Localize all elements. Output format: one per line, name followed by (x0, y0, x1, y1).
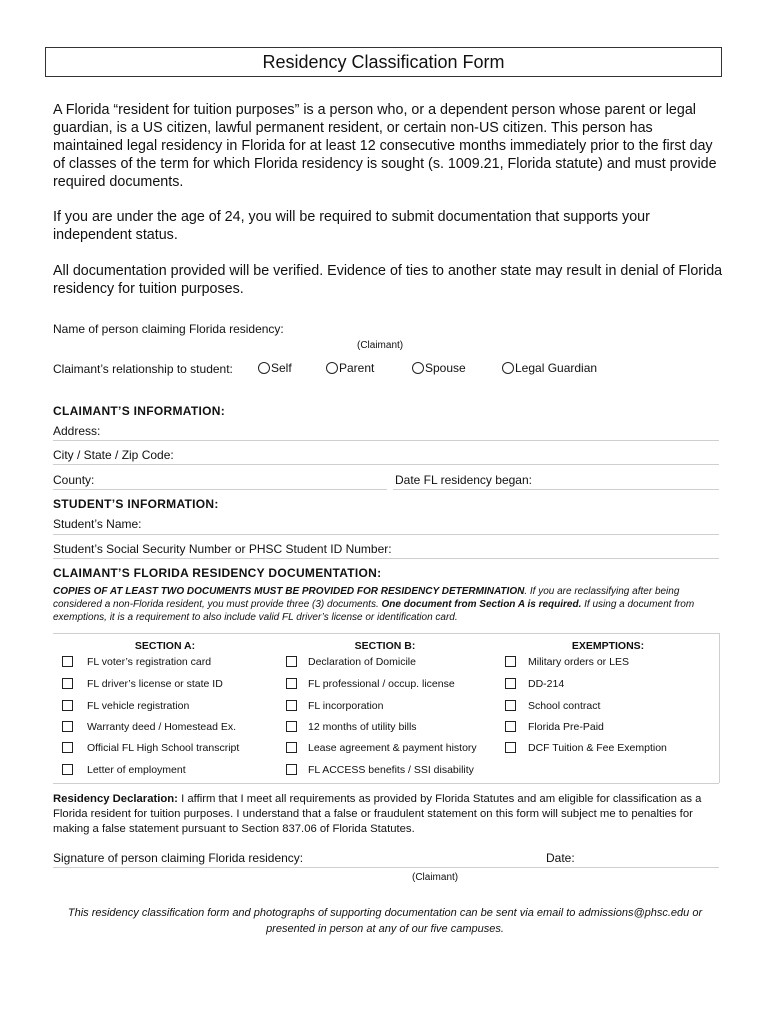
section-a-item: Letter of employment (87, 764, 186, 776)
signature-field[interactable] (53, 867, 719, 868)
exemptions-item: DCF Tuition & Fee Exemption (528, 742, 667, 754)
checkbox-fl-professional-license[interactable] (286, 678, 297, 689)
documentation-right-rule (719, 633, 720, 783)
section-b-item: Lease agreement & payment history (308, 742, 477, 754)
signature-label: Signature of person claiming Florida residency: (53, 851, 304, 865)
exemptions-item: Florida Pre-Paid (528, 721, 604, 733)
relationship-label: Claimant’s relationship to student: (53, 362, 233, 376)
residency-declaration (53, 792, 723, 837)
section-a-item: Official FL High School transcript (87, 742, 240, 754)
documentation-heading: CLAIMANT’S FLORIDA RESIDENCY DOCUMENTATION: (53, 566, 382, 580)
checkbox-hs-transcript[interactable] (62, 742, 73, 753)
section-b-item: FL incorporation (308, 700, 384, 712)
claimant-name-label: Name of person claiming Florida residency: (53, 322, 284, 336)
checkbox-fl-voter-registration[interactable] (62, 656, 73, 667)
section-a-item: Warranty deed / Homestead Ex. (87, 721, 237, 733)
student-name-label: Student’s Name: (53, 517, 142, 531)
exemptions-item: DD-214 (528, 678, 565, 690)
intro-paragraph-3: All documentation provided will be verified. Evidence of ties to another state may result in denial of Florida residency for tuition purposes. (53, 263, 723, 297)
checkbox-fl-vehicle-registration[interactable] (62, 700, 73, 711)
date-residency-began-label: Date FL residency began: (395, 473, 532, 487)
claimant-name-sublabel: (Claimant) (357, 340, 404, 351)
radio-button-icon[interactable] (502, 362, 514, 374)
checkbox-letter-of-employment[interactable] (62, 764, 73, 775)
section-b-item: FL professional / occup. license (308, 678, 455, 690)
exemptions-item: Military orders or LES (528, 656, 629, 668)
relationship-option-parent[interactable] (326, 361, 374, 375)
student-ssn-field[interactable] (53, 558, 719, 559)
checkbox-dcf-tuition-exemption[interactable] (505, 742, 516, 753)
student-ssn-label: Student’s Social Security Number or PHSC Student ID Number: (53, 542, 392, 556)
documentation-note-bold-2: One document from Section A is required. (381, 599, 582, 610)
form-title: Residency Classification Form (45, 47, 722, 77)
documentation-bottom-rule (53, 783, 719, 784)
city-state-zip-label: City / State / Zip Code: (53, 448, 174, 462)
student-name-field[interactable] (53, 534, 719, 535)
intro-paragraph-1: A Florida “resident for tuition purposes” is a person who, or a dependent person whose parent or legal guardian, is a US citizen, lawful permanent resident, or certain non-US citizen. This person has maintained legal residency in Florida for at least 12 consecutive months immediately prior to the first day of classes of the term for which Florida residency is sought (s. 1009.21, Florida statute) and must provide required documents. (53, 102, 717, 190)
documentation-note-bold-1: COPIES OF AT LEAST TWO DOCUMENTS MUST BE PROVIDED FOR RESIDENCY DETERMINATION (53, 586, 525, 597)
checkbox-utility-bills[interactable] (286, 721, 297, 732)
relationship-option-label: Self (271, 361, 292, 375)
relationship-option-label: Legal Guardian (515, 361, 598, 375)
documentation-top-rule (53, 633, 719, 634)
checkbox-fl-access-benefits[interactable] (286, 764, 297, 775)
address-label: Address: (53, 424, 101, 438)
county-field[interactable] (53, 489, 387, 490)
county-label: County: (53, 473, 95, 487)
documentation-note-text-2: If using a document from exemptions, it is a requirement to also include valid FL driver’s license or identification card. (53, 599, 695, 623)
date-label: Date: (546, 851, 575, 865)
footer-note: This residency classification form and photographs of supporting documentation can be sent via email to admissions@phsc.edu or presented in person at any of our five campuses. (67, 907, 703, 935)
relationship-option-self[interactable] (258, 361, 292, 375)
exemptions-item: School contract (528, 700, 601, 712)
radio-button-icon[interactable] (412, 362, 424, 374)
relationship-option-spouse[interactable] (412, 361, 466, 375)
section-a-title: SECTION A: (134, 640, 196, 652)
checkbox-military-orders[interactable] (505, 656, 516, 667)
relationship-option-label: Spouse (425, 361, 466, 375)
section-b-item: Declaration of Domicile (308, 656, 416, 668)
section-b-item: 12 months of utility bills (308, 721, 417, 733)
city-state-zip-field[interactable] (53, 464, 719, 465)
relationship-option-legal-guardian[interactable] (502, 361, 597, 375)
radio-button-icon[interactable] (258, 362, 270, 374)
address-field[interactable] (53, 440, 719, 441)
declaration-heading: Residency Declaration: (53, 793, 178, 805)
declaration-text: I affirm that I meet all requirements as provided by Florida Statutes and am eligible for classification as a Florida resident for tuition purposes. I understand that a false or fraudulent statement on this form will subject me to penalties for making a false statement pursuant to Section 837.06 of Florida Statutes. (53, 793, 702, 835)
claimant-info-heading: CLAIMANT’S INFORMATION: (53, 404, 225, 418)
student-info-heading: STUDENT’S INFORMATION: (53, 497, 219, 511)
section-b-item: FL ACCESS benefits / SSI disability (308, 764, 474, 776)
checkbox-florida-prepaid[interactable] (505, 721, 516, 732)
section-a-item: FL vehicle registration (87, 700, 190, 712)
section-a-item: FL driver’s license or state ID (87, 678, 223, 690)
checkbox-fl-incorporation[interactable] (286, 700, 297, 711)
documentation-note-text-1: . If you are reclassifying after being considered a non-Florida resident, you must provide three (3) documents. (53, 586, 680, 610)
documentation-note (53, 585, 723, 624)
relationship-option-label: Parent (339, 361, 375, 375)
date-residency-began-field[interactable] (393, 489, 719, 490)
intro-paragraph-2: If you are under the age of 24, you will be required to submit documentation that supports your independent status. (53, 209, 650, 243)
checkbox-warranty-deed[interactable] (62, 721, 73, 732)
radio-button-icon[interactable] (326, 362, 338, 374)
checkbox-declaration-of-domicile[interactable] (286, 656, 297, 667)
checkbox-school-contract[interactable] (505, 700, 516, 711)
checkbox-lease-agreement[interactable] (286, 742, 297, 753)
exemptions-title: EXEMPTIONS: (571, 640, 645, 652)
section-a-item: FL voter’s registration card (87, 656, 212, 668)
signature-sublabel: (Claimant) (412, 872, 459, 883)
checkbox-fl-drivers-license[interactable] (62, 678, 73, 689)
checkbox-dd-214[interactable] (505, 678, 516, 689)
section-b-title: SECTION B: (354, 640, 416, 652)
